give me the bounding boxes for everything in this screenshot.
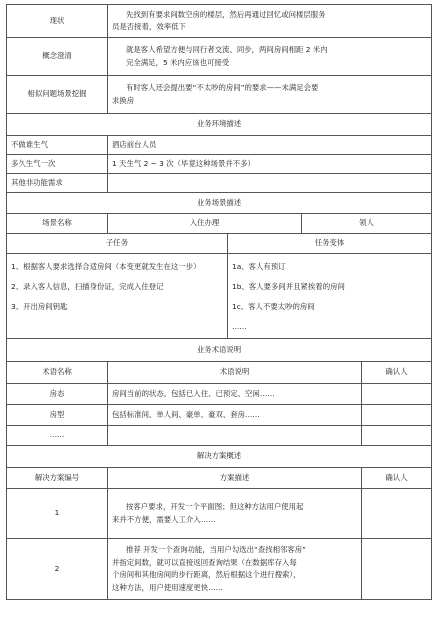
business-env-value: 酒店前台人员	[108, 136, 432, 155]
solution-no: 1	[7, 489, 108, 539]
business-env-title: 业务环境描述	[7, 114, 432, 136]
solutions-title: 解决方案概述	[7, 446, 432, 468]
related-scenario-label: 相似问题场景挖掘	[7, 76, 108, 114]
term-name: 房态	[7, 384, 108, 405]
solutions-header-desc: 方案描述	[108, 468, 362, 489]
business-scenario-title: 业务场景描述	[7, 193, 432, 214]
business-env-label: 其他非功能需求	[7, 174, 108, 193]
current-state-line: 先找到有要求间数空房的楼层，然后再通过回忆或问楼层服务	[126, 9, 326, 19]
solution-no: 2	[7, 539, 108, 600]
terms-title: 业务术语说明	[7, 339, 432, 362]
term-name: 房型	[7, 405, 108, 426]
current-state-label: 现状	[7, 5, 108, 38]
subtask-item: 2、录入客人信息，扫描身份证，完成入住登记	[11, 282, 164, 291]
solution-confirm	[362, 489, 432, 539]
business-env-value: 1 天生气 2 ~ 3 次（毕竟这种场景并不多）	[108, 155, 432, 174]
business-env-row	[7, 174, 432, 193]
solution-desc-line: 按客户要求，开发一个平面图；但这种方法用户使用起	[126, 502, 304, 511]
terms-header-confirm: 确认人	[362, 362, 432, 384]
concept-line: 完全满足，5 米内应该也可接受	[126, 57, 230, 67]
solution-desc	[108, 489, 362, 539]
related-scenario-row	[7, 76, 432, 114]
solution-desc-line: 并指定间数，就可以直接返回查询结果（在数据库存入每	[112, 557, 297, 567]
scenario-header-row	[7, 214, 432, 234]
variant-item: ……	[232, 322, 247, 331]
solutions-header-confirm: 确认人	[362, 468, 432, 489]
term-confirm	[362, 405, 432, 426]
current-state-text	[108, 5, 432, 38]
business-env-value	[108, 174, 432, 193]
subtask-item: 1、根据客人要求选择合适房间（本变更就发生在这一步）	[11, 262, 201, 271]
solutions-header-row	[7, 468, 432, 489]
subtask-header-row	[7, 234, 432, 254]
scenario-actor: 领人	[302, 214, 432, 234]
variant-title: 任务变体	[228, 234, 432, 254]
solution-desc-line: 推荐 开发一个查询功能，当用户勾选出“查找相邻客房”	[126, 545, 306, 554]
variant-item: 1c、客人不要太吵的房间	[232, 302, 315, 311]
solution-row	[7, 489, 432, 539]
term-desc: 房间当前的状态，包括已入住、已预定、空闲……	[108, 384, 362, 405]
concept-line: 就是客人希望方便与同行者交流、同步，两间房间相距 2 米内	[126, 45, 328, 54]
solutions-header-no: 解决方案编号	[7, 468, 108, 489]
concept-row	[7, 38, 432, 76]
terms-row	[7, 426, 432, 446]
business-env-row	[7, 155, 432, 174]
requirements-table	[6, 4, 432, 600]
related-scenario-line: 有时客人还会提出要“不太吵的房间”的要求——未满足会要	[126, 83, 319, 92]
term-name: ……	[7, 426, 108, 446]
concept-label: 概念澄清	[7, 38, 108, 76]
solution-desc-line: 个房间和其他房间的步行距离，然后根据这个进行搜索），	[112, 570, 301, 579]
variant-list	[228, 254, 432, 339]
term-confirm	[362, 384, 432, 405]
solution-desc-line: 来并不方便，需要人工介入……	[112, 514, 216, 524]
terms-header-desc: 术语说明	[108, 362, 362, 384]
terms-header-name: 术语名称	[7, 362, 108, 384]
term-desc	[108, 426, 362, 446]
subtask-row	[7, 254, 432, 339]
related-scenario-line: 求换房	[112, 95, 135, 105]
terms-row	[7, 405, 432, 426]
solution-confirm	[362, 539, 432, 600]
term-desc: 包括标准间、单人间、豪单、豪双、套房……	[108, 405, 362, 426]
related-scenario-text	[108, 76, 432, 114]
current-state-row	[7, 5, 432, 38]
concept-text	[108, 38, 432, 76]
current-state-line: 员是否接着，效率低下	[112, 22, 186, 31]
term-confirm	[362, 426, 432, 446]
variant-item: 1b、客人要多间并且紧挨着的房间	[232, 282, 345, 291]
requirements-document	[6, 4, 431, 600]
terms-header-row	[7, 362, 432, 384]
subtask-title: 子任务	[7, 234, 228, 254]
business-env-label: 多久生气一次	[7, 155, 108, 174]
subtask-item: 3、开出房间钥匙	[11, 302, 68, 311]
business-env-row	[7, 136, 432, 155]
scenario-name-value: 入住办理	[108, 214, 302, 234]
solution-desc-line: 这种方法，用户使用速度更快……	[112, 582, 223, 592]
variant-item: 1a、客人有预订	[232, 262, 286, 271]
subtask-list	[7, 254, 228, 339]
solution-row	[7, 539, 432, 600]
solution-desc	[108, 539, 362, 600]
terms-row	[7, 384, 432, 405]
business-env-label: 不做谁生气	[7, 136, 108, 155]
scenario-name-label: 场景名称	[7, 214, 108, 234]
